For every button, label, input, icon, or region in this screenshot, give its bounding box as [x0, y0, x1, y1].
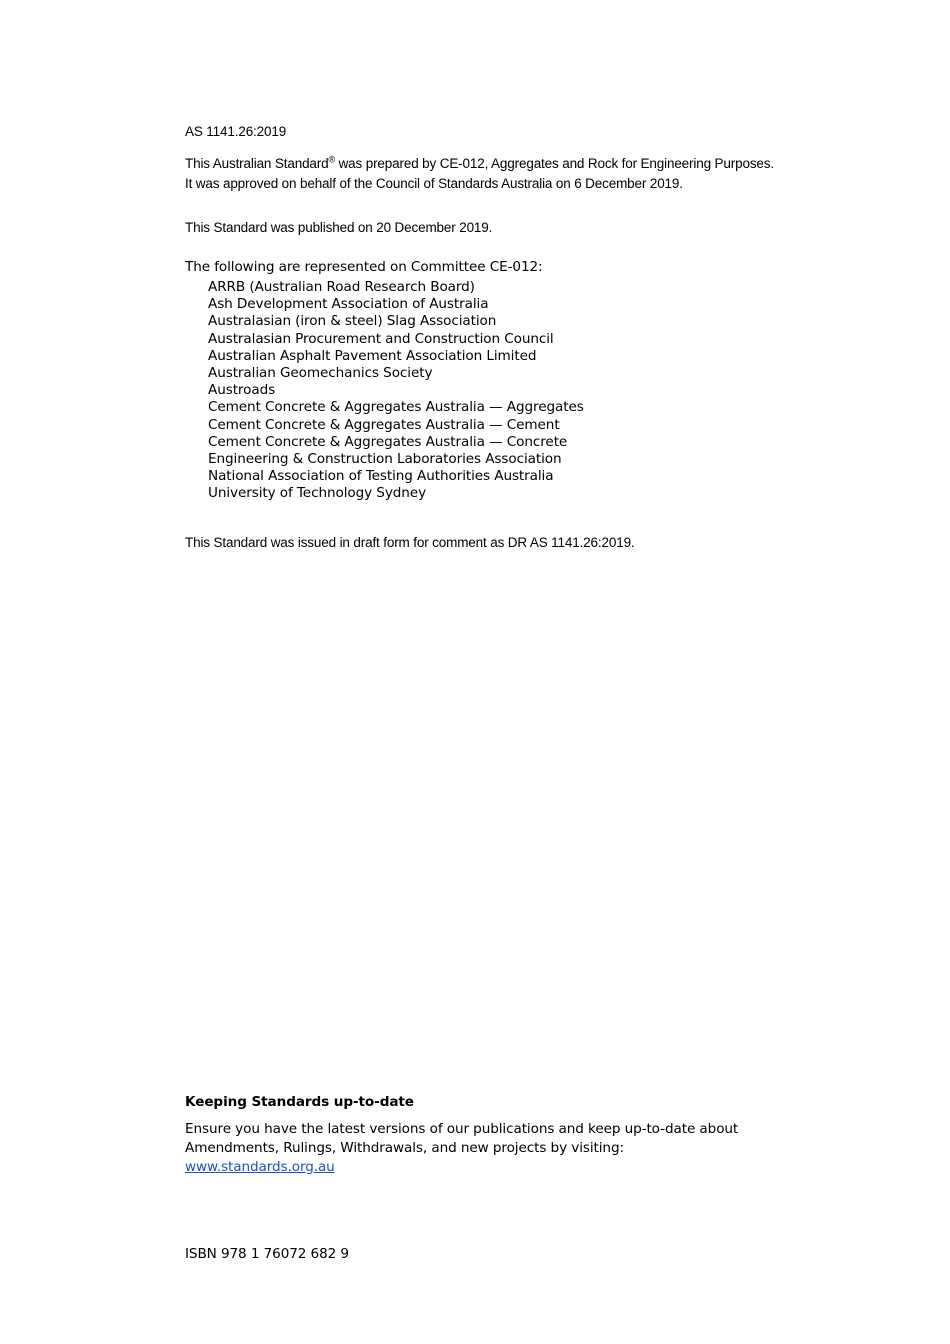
standards-website-link[interactable]: www.standards.org.au — [185, 1159, 335, 1175]
isbn-number: ISBN 978 1 76072 682 9 — [185, 1246, 349, 1262]
draft-statement: This Standard was issued in draft form for comment as DR AS 1141.26:2019. — [185, 535, 635, 550]
committee-member-list — [208, 279, 584, 503]
preparation-text-rest: was prepared by CE-012, Aggregates and Rock for Engineering Purposes. It was approved on behalf of the Council of Standards Australia on 6 December 2019. — [185, 156, 774, 191]
committee-member: Australian Asphalt Pavement Association Limited — [208, 347, 537, 364]
committee-member: Cement Concrete & Aggregates Australia — Aggregates — [208, 399, 584, 416]
committee-heading: The following are represented on Committee CE-012: — [185, 259, 543, 275]
committee-member: Australian Geomechanics Society — [208, 365, 433, 382]
committee-member: Australasian Procurement and Construction Council — [208, 330, 554, 347]
document-id: AS 1141.26:2019 — [185, 124, 287, 139]
committee-member: Ash Development Association of Australia — [208, 296, 489, 313]
committee-member: Cement Concrete & Aggregates Australia — Concrete — [208, 433, 568, 450]
keeping-standards-body: Ensure you have the latest versions of our publications and keep up-to-date about Amendments, Rulings, Withdrawals, and new projects by visiting: — [185, 1121, 739, 1156]
preparation-text-start: This Australian Standard — [185, 156, 329, 171]
committee-member: ARRB (Australian Road Research Board) — [208, 279, 475, 295]
committee-member: Engineering & Construction Laboratories Association — [208, 451, 562, 468]
committee-member: University of Technology Sydney — [208, 485, 427, 502]
committee-member: National Association of Testing Authorities Australia — [208, 468, 554, 485]
keeping-standards-text — [185, 1120, 775, 1177]
committee-member: Australasian (iron & steel) Slag Association — [208, 313, 497, 330]
keeping-standards-heading: Keeping Standards up-to-date — [185, 1094, 414, 1110]
publication-date-statement: This Standard was published on 20 December 2019. — [185, 220, 493, 235]
committee-member: Cement Concrete & Aggregates Australia — Cement — [208, 416, 560, 433]
preparation-statement — [185, 154, 775, 193]
registered-mark: ® — [328, 154, 335, 165]
committee-member: Austroads — [208, 382, 276, 399]
